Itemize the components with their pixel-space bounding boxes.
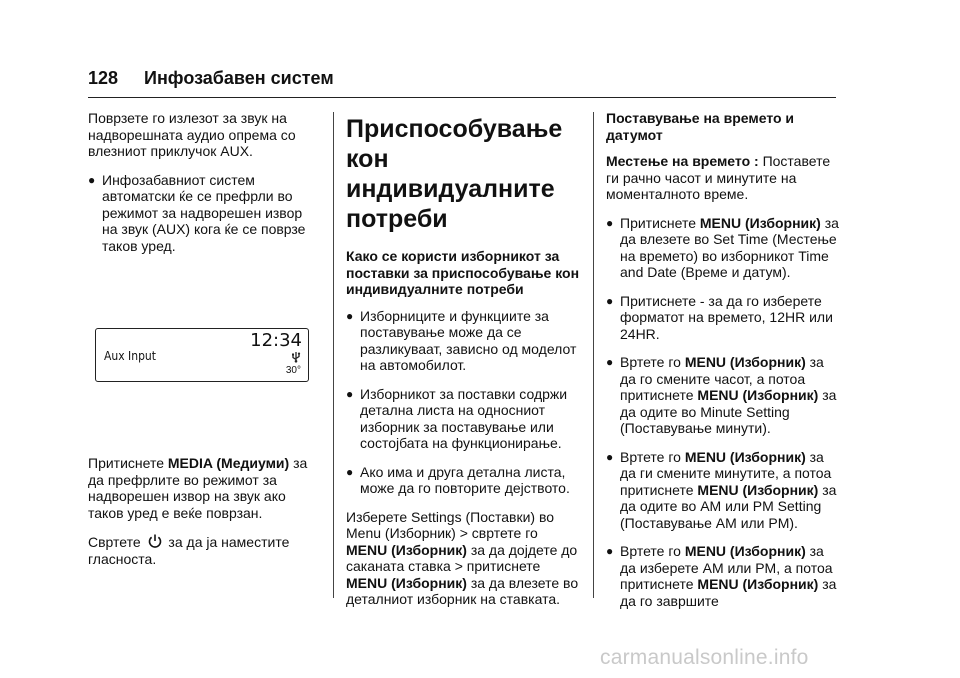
bullet-icon: ● [606, 544, 614, 558]
list-item: ● Изборникот за поставки содржи детална листа на односниот изборник за поставување или состојбата на функционирање. [346, 385, 568, 451]
volume-instruction: Свртете за да ја наместите гласноста. [88, 534, 290, 567]
settings-instruction: Изберете Settings (Поставки) во Menu (Изборник) > свртете го MENU (Изборник) за да дојдете до саканата ставка > притиснете MENU (Изборник) за да влезете во деталниот изборник на ставката. [346, 508, 579, 607]
radio-display [95, 328, 309, 382]
bullet-icon: ● [346, 386, 354, 401]
list-item: ● Ако има и друга детална листа, може да го повторите дејството. [346, 463, 570, 496]
subsection-heading: Поставување на времето и датумот [606, 110, 795, 143]
page-title: Инфозабавен систем [144, 68, 334, 88]
display-temperature: 30° [285, 365, 301, 376]
source-label: Aux Input [104, 349, 156, 363]
media-instruction: Притиснете MEDIA (Медиуми) за да префрлите во режимот за надворешен извор на звук ако таков уред е веќе поврзан. [88, 455, 308, 521]
subsection-heading: Како се користи изборникот за поставки за приспособување кон индивидуалните потреби [346, 248, 580, 297]
list-item: ● Притиснете - за да го изберете форматот на времето, 12HR или 24HR. [606, 292, 833, 342]
time-lead: Местење на времето : Поставете ги рачно часот и минутите на моменталното време. [606, 153, 831, 202]
watermark: carmanualsonline.info [600, 646, 809, 669]
aux-intro: Поврзете го излезот за звук на надворешната аудио опрема со влезниот приклучок AUX. [88, 110, 296, 159]
column-2 [346, 110, 582, 620]
bullet-icon: ● [606, 293, 614, 308]
bullet-icon: ● [606, 449, 614, 464]
column-3 [606, 110, 842, 621]
display-clock: 12:34 [250, 330, 302, 351]
bullet-icon: ● [606, 355, 614, 369]
column-1-lower [88, 455, 320, 579]
bullet-icon: ● [346, 308, 354, 323]
list-item: ● Вртете го MENU (Изборник) за да ги смените минутите, а потоа притиснете MENU (Изборник) за да одите во AM или PM Setting (Поставување AM или PM). [606, 448, 837, 531]
page-number: 128 [88, 68, 119, 88]
bullet-icon: ● [88, 172, 96, 187]
list-item: ● Изборниците и функциите за поставување може да се разликуваат, зависно од моделот на автомобилот. [346, 307, 577, 373]
column-1 [88, 110, 320, 266]
list-item: ● Вртете го MENU (Изборник) за да изберете AM или PM, а потоа притиснете MENU (Изборник) за да го завршите [606, 543, 837, 609]
column-divider [593, 112, 594, 598]
page-header [88, 62, 836, 98]
list-item: ● Вртете го MENU (Изборник) за да го смените часот, а потоа притиснете MENU (Изборник) за да одите во Minute Setting (Поставување минути). [606, 354, 837, 436]
bullet-icon: ● [346, 464, 354, 479]
list-item: ● Инфозабавниот систем автоматски ќе се префрли во режимот за надворешен извор на звук (AUX) кога ќе се поврзе таков уред. [88, 171, 306, 254]
usb-icon [290, 351, 302, 363]
list-item: ● Притиснете MENU (Изборник) за да влезете во Set Time (Местење на времето) во изборникот Time and Date (Време и датум). [606, 214, 839, 280]
power-icon [147, 533, 163, 549]
bullet-icon: ● [606, 215, 614, 230]
header-rule [88, 97, 836, 98]
section-heading: Приспособување кон индивидуалните потреби [346, 115, 563, 233]
column-divider [333, 112, 334, 598]
